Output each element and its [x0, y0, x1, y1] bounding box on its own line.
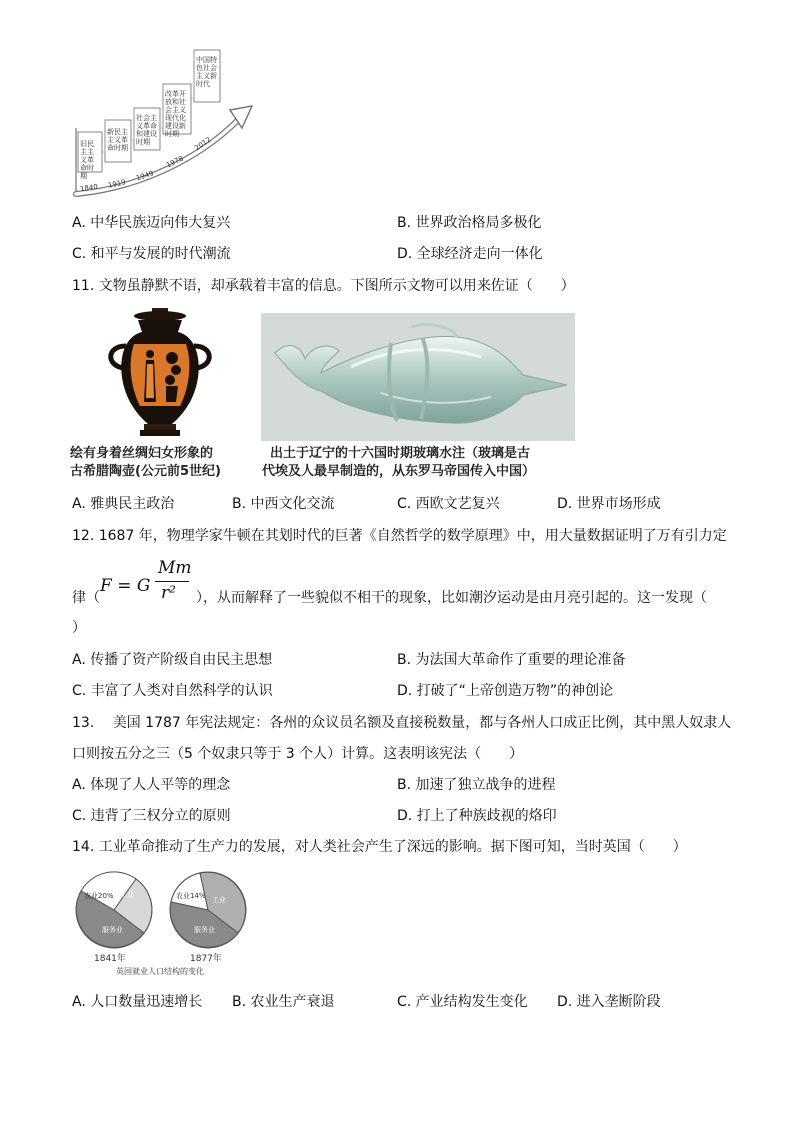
q13-option-c[interactable]: C. 违背了三权分立的原则 [72, 808, 231, 824]
vase-caption-line-2: 古希腊陶壶(公元前5世纪) [70, 464, 221, 479]
q13-option-a[interactable]: A. 体现了人人平等的理念 [72, 777, 231, 793]
pie1-label-agriculture: 农业20% [84, 892, 114, 900]
q12-option-a[interactable]: A. 传播了资产阶级自由民主思想 [72, 652, 273, 668]
vase-caption-line-1: 绘有身着丝绸妇女形象的 [70, 446, 214, 461]
pie2-year: 1877年 [190, 954, 222, 964]
q12-stem-line-1: 12. 1687 年，物理学家牛顿在其划时代的巨著《自然哲学的数学原理》中，用大量数据证明了万有引力定 [72, 528, 727, 544]
q12-option-d[interactable]: D. 打破了“上帝创造万物”的神创论 [397, 683, 614, 699]
q14-option-b[interactable]: B. 农业生产衰退 [232, 994, 335, 1010]
q11-option-c[interactable]: C. 西欧文艺复兴 [397, 496, 500, 512]
q12-stem-line-3: ） [72, 620, 86, 636]
formula-fraction-bar [155, 581, 189, 582]
q13-stem-line-2: 口则按五分之三（5 个奴隶只等于 3 个人）计算。这表明该宪法（ ） [72, 746, 524, 762]
q11-option-d[interactable]: D. 世界市场形成 [557, 496, 661, 512]
stair-label-3: 社会主义革命和建设时期 [136, 114, 157, 146]
q10-option-c[interactable]: C. 和平与发展的时代潮流 [72, 246, 231, 262]
formula-lhs: F = G [100, 576, 151, 596]
q12-stem-line-2-end: ），从而解释了一些貌似不相干的现象，比如潮汐运动是由月亮引起的。这一发现（ [196, 590, 707, 606]
q12-stem-line-2-start: 律（ [72, 590, 100, 606]
pie1-year: 1841年 [94, 954, 126, 964]
pie1-label-industry: 工业 [120, 890, 134, 898]
greek-vase-image [100, 306, 220, 440]
year-label-1: 1840 [79, 182, 99, 194]
q14-option-d[interactable]: D. 进入垄断阶段 [557, 994, 661, 1010]
q11-option-a[interactable]: A. 雅典民主政治 [72, 496, 175, 512]
pie1-label-services: 服务业 [102, 926, 123, 934]
stair-label-4: 改革开放和社会主义现代化建设新时期 [165, 90, 186, 138]
pie-caption: 英国就业人口结构的变化 [116, 967, 204, 976]
q14-stem: 14. 工业革命推动了生产力的发展，对人类社会产生了深远的影响。据下图可知，当时英国（ ） [72, 839, 687, 855]
q14-option-c[interactable]: C. 产业结构发生变化 [397, 994, 528, 1010]
q11-option-b[interactable]: B. 中西文化交流 [232, 496, 335, 512]
employment-pie-charts [72, 866, 252, 978]
pie-graphics [72, 866, 252, 956]
q13-stem-line-1: 13. 美国 1787 年宪法规定：各州的众议员名额及直接税数量，都与各州人口成正比例，其中黑人奴隶人 [72, 715, 732, 731]
pie2-label-industry: 工业 [212, 896, 226, 904]
stair-label-5: 中国特色社会主义新时代 [196, 56, 217, 88]
pie2-label-agriculture: 农业14% [176, 892, 206, 900]
glass-vessel-image [261, 313, 575, 441]
stair-label-1: 旧民主主义革命时期 [80, 140, 94, 180]
q10-option-b[interactable]: B. 世界政治格局多极化 [397, 215, 542, 231]
q13-option-b[interactable]: B. 加速了独立战争的进程 [397, 777, 556, 793]
q10-option-a[interactable]: A. 中华民族迈向伟大复兴 [72, 215, 231, 231]
year-label-3: 1949 [135, 169, 155, 183]
q10-option-d[interactable]: D. 全球经济走向一体化 [397, 246, 543, 262]
glass-caption-line-1: 出土于辽宁的十六国时期玻璃水注（玻璃是古 [270, 446, 531, 461]
q14-option-a[interactable]: A. 人口数量迅速增长 [72, 994, 203, 1010]
q13-option-d[interactable]: D. 打上了种族歧视的烙印 [397, 808, 557, 824]
glass-caption-line-2: 代埃及人最早制造的，从东罗马帝国传入中国） [262, 464, 536, 479]
q12-option-c[interactable]: C. 丰富了人类对自然科学的认识 [72, 683, 273, 699]
year-label-5: 2012 [193, 135, 213, 153]
q11-stem: 11. 文物虽静默不语，却承载着丰富的信息。下图所示文物可以用来佐证（ ） [72, 278, 575, 294]
formula-numerator: Mm [158, 558, 192, 578]
year-label-2: 1919 [107, 178, 127, 190]
gravity-formula [100, 556, 192, 606]
pie2-label-services: 服务业 [194, 926, 215, 934]
stair-diagram [70, 48, 260, 198]
formula-denominator: r² [161, 583, 176, 603]
year-label-4: 1978 [165, 154, 185, 170]
q12-option-b[interactable]: B. 为法国大革命作了重要的理论准备 [397, 652, 626, 668]
stair-label-2: 新民主主义革命时期 [107, 128, 128, 152]
